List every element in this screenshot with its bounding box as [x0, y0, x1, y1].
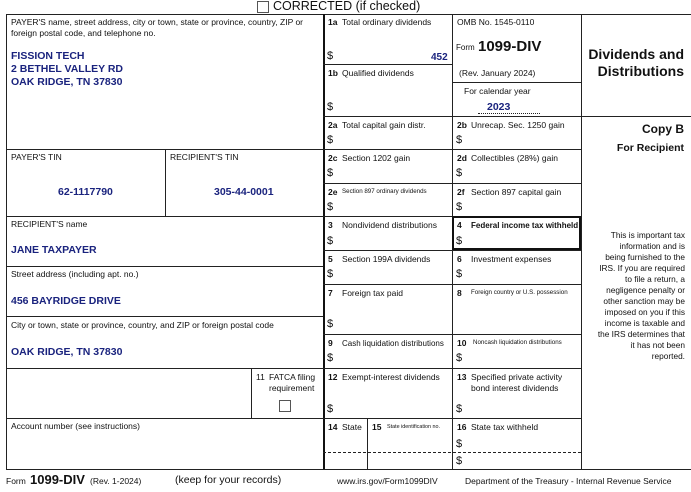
corrected-checkbox[interactable] [257, 1, 269, 13]
box-9-num: 9 [328, 338, 333, 348]
box-7-label: Foreign tax paid [342, 288, 403, 298]
box-7-dollar: $ [327, 318, 334, 330]
box-2b-dollar: $ [456, 134, 463, 146]
title-line-1: Dividends and [588, 46, 684, 62]
omb-number: OMB No. 1545-0110 [457, 17, 535, 27]
box-12-label: Exempt-interest dividends [342, 372, 440, 382]
fatca-label-2: requirement [269, 383, 315, 393]
footer-dept: Department of the Treasury - Internal Revenue Service [465, 476, 672, 486]
recipient-tin-label: RECIPIENT'S TIN [170, 152, 239, 162]
recipient-name-label: RECIPIENT'S name [11, 219, 88, 229]
footer-form-name: 1099-DIV [30, 472, 85, 487]
box-14-label: State [342, 422, 362, 432]
box-2d-label: Collectibles (28%) gain [471, 153, 558, 163]
box-5-num: 5 [328, 254, 333, 264]
box-16-dollar-2: $ [456, 455, 463, 467]
box-9-dollar: $ [327, 352, 334, 364]
box-4-dollar: $ [456, 235, 463, 247]
recipient-street-label: Street address (including apt. no.) [11, 269, 139, 279]
title-line-2: Distributions [597, 63, 684, 79]
box-2a-num: 2a [328, 120, 338, 130]
box-1b-num: 1b [328, 68, 338, 78]
recipient-city: OAK RIDGE, TN 37830 [11, 346, 123, 358]
box-2c-dollar: $ [327, 167, 334, 179]
box-2b-num: 2b [457, 120, 467, 130]
form-prefix: Form [456, 43, 475, 52]
box-10-label: Noncash liquidation distributions [473, 339, 562, 346]
calendar-year: 2023 [487, 101, 511, 113]
box-13-dollar: $ [456, 403, 463, 415]
box-12-dollar: $ [327, 403, 334, 415]
box-1b-dollar: $ [327, 101, 334, 113]
box-4-label: Federal income tax withheld [471, 221, 579, 230]
box-14-num: 14 [328, 422, 338, 432]
box-4-num: 4 [457, 220, 462, 230]
box-10-num: 10 [457, 338, 467, 348]
box-1a-value[interactable]: 452 [431, 52, 448, 63]
calendar-label: For calendar year [464, 86, 531, 96]
box-5-label: Section 199A dividends [342, 254, 431, 264]
box-1a-label: Total ordinary dividends [342, 17, 432, 27]
box-7-num: 7 [328, 288, 333, 298]
box-9-label: Cash liquidation distributions [342, 339, 444, 348]
payer-label: PAYER'S name, street address, city or town, state or province, country, ZIP or foreign postal code, and telephone no. [11, 17, 304, 38]
form-name: 1099-DIV [478, 38, 542, 55]
box-2e-num: 2e [328, 187, 338, 197]
form-revision: (Rev. January 2024) [459, 68, 536, 78]
box-2e-dollar: $ [327, 201, 334, 213]
footer-rev: (Rev. 1-2024) [90, 476, 142, 486]
box-8-num: 8 [457, 288, 462, 298]
box-1a-num: 1a [328, 17, 338, 27]
box-2e-label: Section 897 ordinary dividends [342, 188, 427, 195]
box-2d-num: 2d [457, 153, 467, 163]
box-2b-label: Unrecap. Sec. 1250 gain [471, 120, 565, 130]
box-3-num: 3 [328, 220, 333, 230]
box-8-label: Foreign country or U.S. possession [471, 289, 568, 296]
box-13-num: 13 [457, 372, 467, 382]
box-12-num: 12 [328, 372, 338, 382]
payer-address-1: 2 BETHEL VALLEY RD [11, 63, 124, 75]
box-2c-label: Section 1202 gain [342, 153, 411, 163]
box-5-dollar: $ [327, 268, 334, 280]
box-3-dollar: $ [327, 235, 334, 247]
payer-tin-label: PAYER'S TIN [11, 152, 62, 162]
fatca-label-1: FATCA filing [269, 372, 316, 382]
box-15-num: 15 [372, 422, 382, 432]
recipient-tin: 305-44-0001 [214, 186, 274, 198]
footer-form-prefix: Form [6, 476, 26, 486]
box-6-num: 6 [457, 254, 462, 264]
account-label: Account number (see instructions) [11, 421, 140, 431]
box-2a-dollar: $ [327, 134, 334, 146]
box-1a-dollar: $ [327, 50, 334, 62]
box-3-label: Nondividend distributions [342, 220, 437, 230]
copy-b-label: Copy B [642, 122, 684, 136]
box-2d-dollar: $ [456, 167, 463, 179]
box-10-dollar: $ [456, 352, 463, 364]
box-16-num: 16 [457, 422, 467, 432]
notice-text: This is important tax information and is being furnished to the IRS. If you are required to file a return, a negligence penalty or other sanction may be imposed on you if this income is taxable and the IRS determines that it has not been reported. [597, 230, 685, 361]
footer-keep: (keep for your records) [175, 474, 282, 486]
recipient-street: 456 BAYRIDGE DRIVE [11, 295, 121, 307]
box-13-label-1: Specified private activity [471, 372, 563, 382]
box-2f-dollar: $ [456, 201, 463, 213]
box-16-dollar-1: $ [456, 438, 463, 450]
fatca-num: 11 [256, 372, 265, 382]
recipient-name: JANE TAXPAYER [11, 244, 97, 256]
box-6-dollar: $ [456, 268, 463, 280]
for-recipient-label: For Recipient [616, 142, 684, 154]
footer-url[interactable]: www.irs.gov/Form1099DIV [337, 476, 438, 486]
fatca-checkbox[interactable] [279, 400, 291, 412]
box-13-label-2: bond interest dividends [471, 383, 559, 393]
box-15-label: State identification no. [387, 424, 441, 430]
payer-tin: 62-1117790 [58, 186, 113, 198]
corrected-label: CORRECTED (if checked) [273, 0, 421, 13]
box-1b-label: Qualified dividends [342, 68, 414, 78]
box-2a-label: Total capital gain distr. [342, 120, 426, 130]
box-6-label: Investment expenses [471, 254, 552, 264]
payer-name: FISSION TECH [11, 50, 85, 62]
box-2f-num: 2f [457, 187, 465, 197]
box-16-label: State tax withheld [471, 422, 539, 432]
payer-address-2: OAK RIDGE, TN 37830 [11, 76, 123, 88]
recipient-city-label: City or town, state or province, country, and ZIP or foreign postal code [11, 320, 274, 330]
box-2c-num: 2c [328, 153, 338, 163]
box-2f-label: Section 897 capital gain [471, 187, 562, 197]
